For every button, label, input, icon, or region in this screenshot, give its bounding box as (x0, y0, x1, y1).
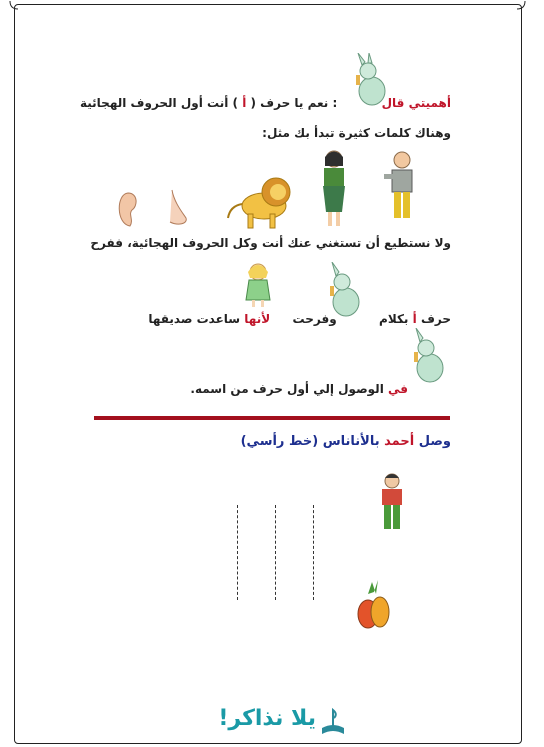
red-word: لأنها (244, 312, 271, 326)
instruction-hint: (خط رأسي) (240, 434, 319, 449)
sentence-part: ) أنت أول الحروف الهجائية (79, 96, 238, 110)
sentence-line-1 (80, 96, 451, 110)
corner-curl-icon (9, 0, 19, 10)
lion-icon (220, 172, 292, 232)
exercise-instruction (241, 434, 451, 449)
sentence-line-3: ولا نستطيع أن تستغني عنك أنت وكل الحروف الهجائية، ففرح (90, 236, 451, 250)
sentence-line-4 (148, 312, 451, 326)
sentence-part: حرف (420, 312, 451, 326)
sentence-line-2: وهناك كلمات كثيرة تبدأ بك مثل: (262, 126, 451, 140)
sentence-part: بكلام (379, 312, 409, 326)
old-man-icon (380, 148, 420, 224)
pineapple-icon (354, 578, 392, 632)
footer-logo (186, 706, 346, 736)
sentence-line-5 (190, 382, 408, 396)
rabbit-icon (410, 328, 450, 386)
boy-icon (376, 472, 408, 534)
alif-letter: أ (242, 96, 247, 110)
ear-icon (112, 190, 140, 228)
instruction-word: بالأناناس (322, 434, 380, 449)
tracing-line[interactable] (275, 505, 276, 600)
instruction-word: وصل (418, 434, 451, 449)
corner-curl-icon (516, 0, 526, 10)
sentence-part: : نعم يا حرف ( (250, 96, 338, 110)
book-logo-icon (320, 706, 346, 736)
sentence-part: الوصول إلي أول حرف من اسمه. (190, 382, 384, 396)
alif-letter: أ (412, 312, 417, 326)
intro-word: أهميتي قال (381, 96, 451, 110)
logo-text: يلا نذاكر! (218, 706, 316, 731)
girl-icon (242, 262, 274, 308)
instruction-name: أحمد (384, 434, 415, 449)
tracing-line[interactable] (237, 505, 238, 600)
sentence-part: وفرحت (292, 312, 337, 326)
nose-icon (160, 188, 194, 230)
section-divider (94, 416, 450, 420)
woman-icon (316, 148, 352, 230)
sentence-part: ساعدت صديقها (148, 312, 241, 326)
red-word: في (388, 382, 408, 396)
tracing-line[interactable] (313, 505, 314, 600)
